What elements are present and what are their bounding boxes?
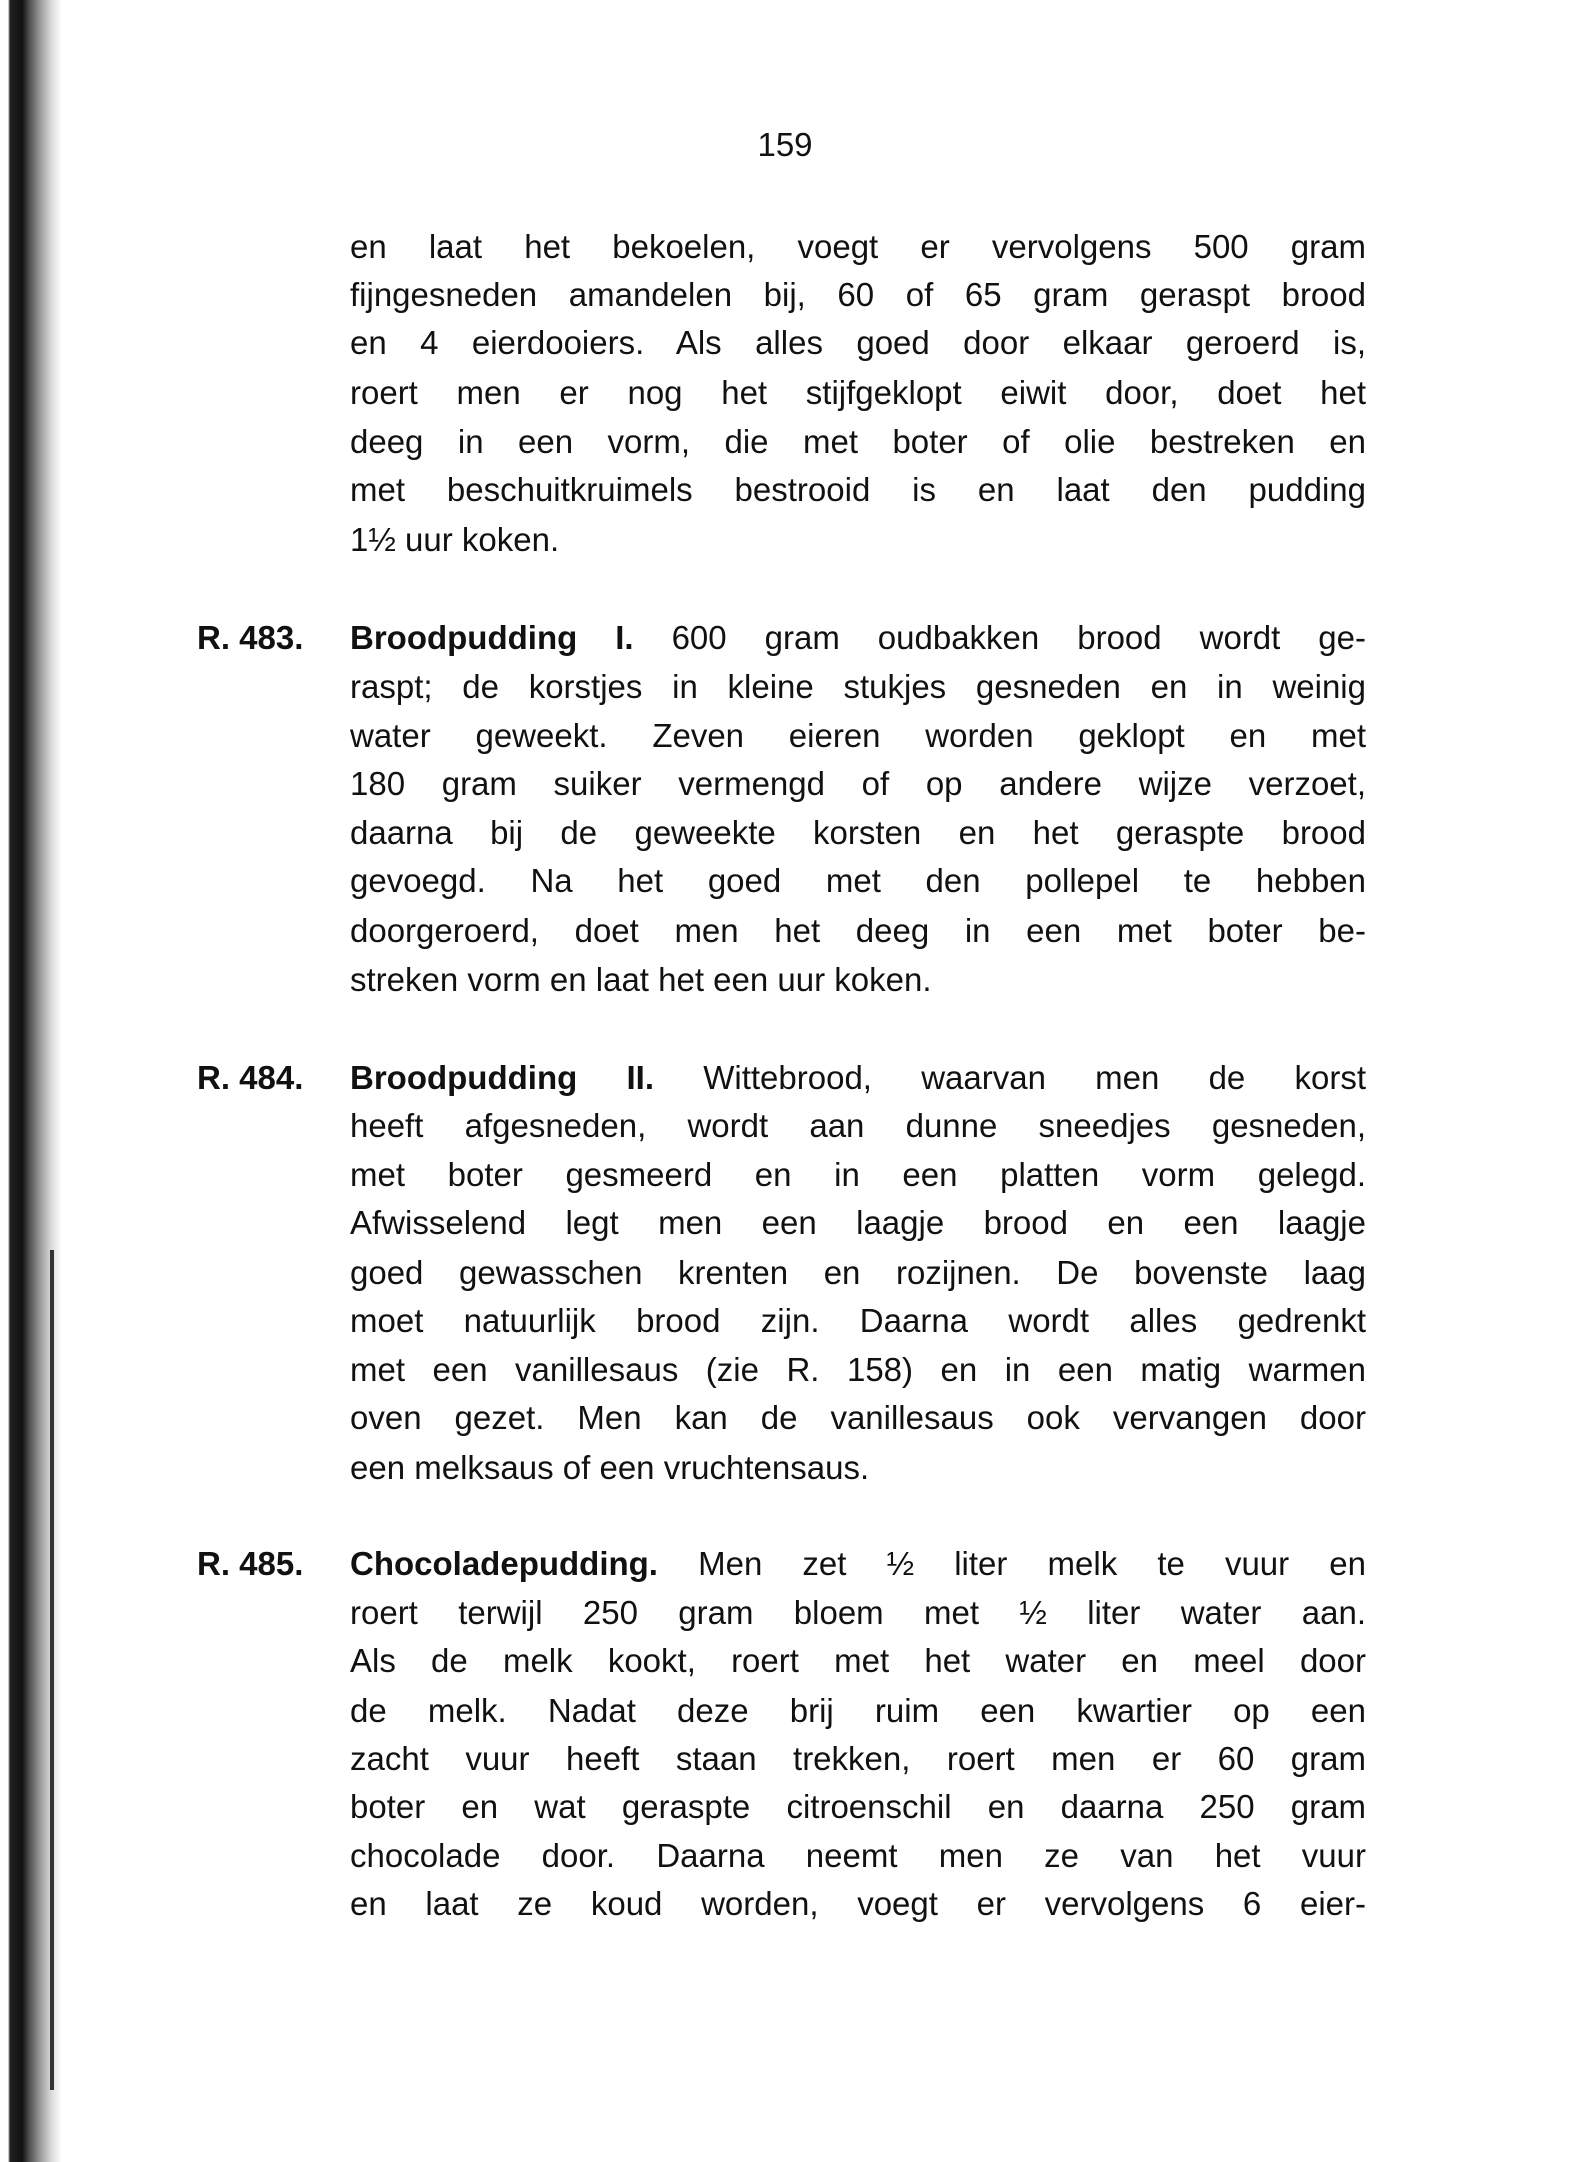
text-line: fijngesneden amandelen bij, 60 of 65 gram geraspt brood — [350, 276, 1366, 313]
text-line: en laat het bekoelen, voegt er vervolgens 500 gram — [350, 228, 1366, 265]
text-line: met een vanillesaus (zie R. 158) en in een matig warmen — [350, 1351, 1366, 1388]
text-line: een melksaus of een vruchtensaus. — [350, 1449, 870, 1486]
text-line: daarna bij de geweekte korsten en het geraspte brood — [350, 814, 1366, 851]
recipe-title: Chocoladepudding. — [350, 1545, 658, 1582]
recipe-title: Broodpudding II. — [350, 1059, 654, 1096]
text-line: met beschuitkruimels bestrooid is en laat den pudding — [350, 471, 1366, 508]
text-line: roert terwijl 250 gram bloem met ½ liter water aan. — [350, 1594, 1366, 1631]
text-line: Afwisselend legt men een laagje brood en een laagje — [350, 1204, 1366, 1241]
text-line: zacht vuur heeft staan trekken, roert men er 60 gram — [350, 1740, 1366, 1777]
text-line: met boter gesmeerd en in een platten vorm gelegd. — [350, 1156, 1366, 1193]
recipe-number: R. 483. — [197, 619, 304, 656]
text-line: heeft afgesneden, wordt aan dunne sneedjes gesneden, — [350, 1107, 1366, 1144]
text-line: raspt; de korstjes in kleine stukjes gesneden en in weinig — [350, 668, 1366, 705]
text-line: chocolade door. Daarna neemt men ze van het vuur — [350, 1837, 1366, 1874]
text-line: en laat ze koud worden, voegt er vervolgens 6 eier- — [350, 1885, 1366, 1922]
page-number: 159 — [757, 126, 813, 163]
text-line: en 4 eierdooiers. Als alles goed door elkaar geroerd is, — [350, 324, 1366, 361]
line-text: Wittebrood, waarvan men de korst — [703, 1059, 1367, 1096]
text-line: Als de melk kookt, roert met het water en meel door — [350, 1642, 1366, 1679]
recipe-number: R. 485. — [197, 1545, 304, 1582]
text-line: doorgeroerd, doet men het deeg in een met boter be- — [350, 912, 1366, 949]
text-line: streken vorm en laat het een uur koken. — [350, 961, 932, 998]
text-line: water geweekt. Zeven eieren worden geklopt en met — [350, 717, 1366, 754]
recipe-number: R. 484. — [197, 1059, 304, 1096]
scan-edge-line — [50, 1250, 54, 2090]
text-line: de melk. Nadat deze brij ruim een kwartier op een — [350, 1692, 1366, 1729]
text-line: goed gewasschen krenten en rozijnen. De bovenste laag — [350, 1254, 1366, 1291]
line-text: Men zet ½ liter melk te vuur en — [698, 1545, 1366, 1582]
text-line: gevoegd. Na het goed met den pollepel te hebben — [350, 862, 1366, 899]
text-line: moet natuurlijk brood zijn. Daarna wordt alles gedrenkt — [350, 1302, 1366, 1339]
text-line — [350, 1544, 1366, 1584]
text-line — [350, 1058, 1366, 1098]
text-line — [350, 618, 1366, 658]
text-line: boter en wat geraspte citroenschil en daarna 250 gram — [350, 1788, 1366, 1825]
text-line: 1½ uur koken. — [350, 521, 560, 558]
text-line: 180 gram suiker vermengd of op andere wijze verzoet, — [350, 765, 1366, 802]
recipe-title: Broodpudding I. — [350, 619, 634, 656]
text-line: oven gezet. Men kan de vanillesaus ook vervangen door — [350, 1399, 1366, 1436]
text-line: roert men er nog het stijfgeklopt eiwit door, doet het — [350, 374, 1366, 411]
line-text: 600 gram oudbakken brood wordt ge- — [671, 619, 1366, 656]
text-line: deeg in een vorm, die met boter of olie bestreken en — [350, 423, 1366, 460]
